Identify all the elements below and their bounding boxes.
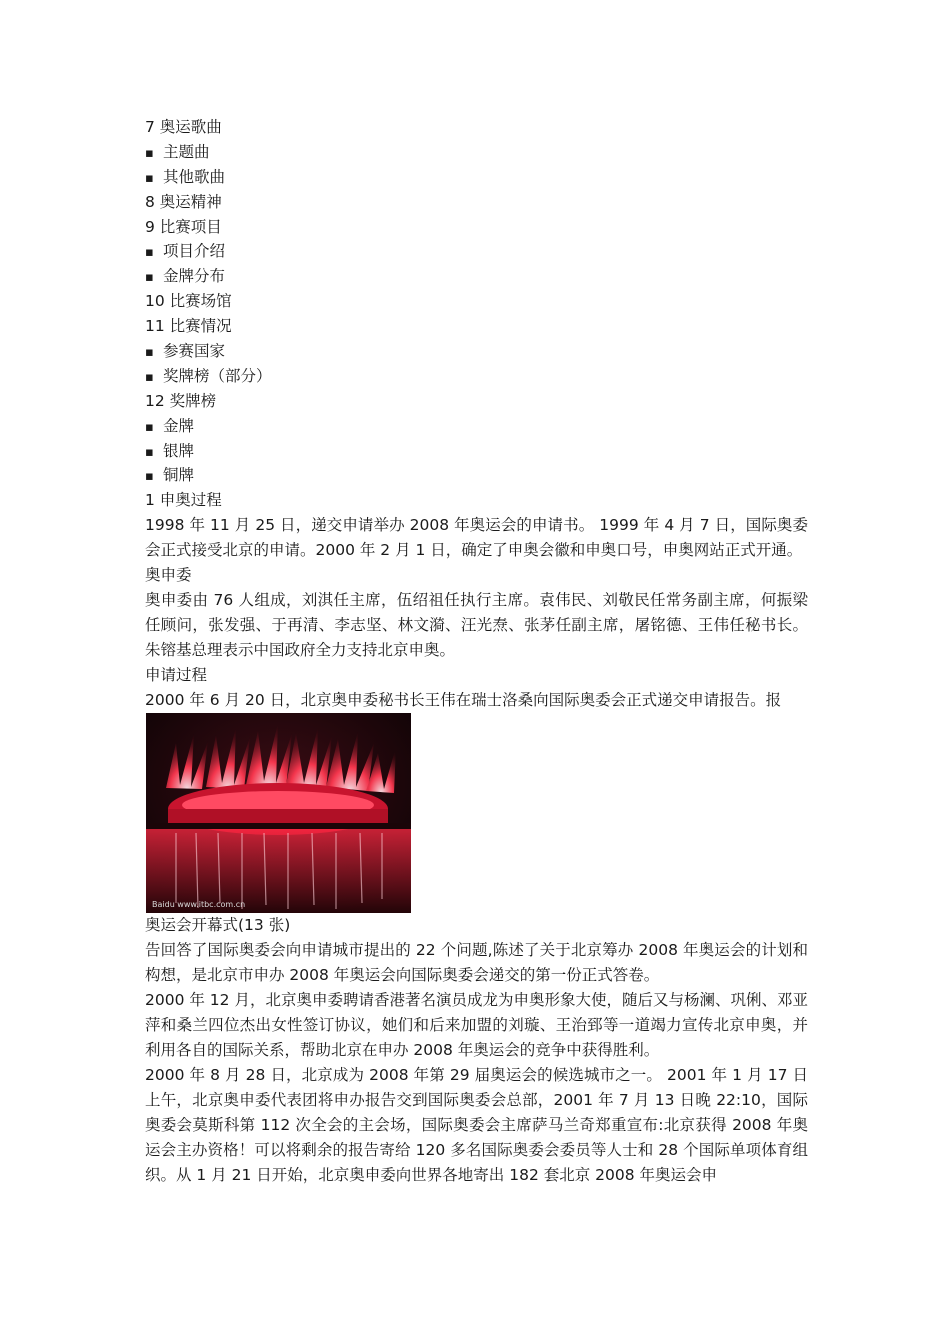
bullet-icon: ▪ bbox=[145, 369, 154, 385]
toc-bullet-item bbox=[145, 140, 808, 165]
bullet-icon: ▪ bbox=[145, 170, 154, 186]
toc-heading: 11 比赛情况 bbox=[145, 317, 232, 336]
toc-bullet-item bbox=[145, 463, 808, 488]
toc-bullet-label: 奖牌榜（部分） bbox=[163, 366, 272, 385]
document-page bbox=[145, 115, 808, 1187]
toc-bullet-item bbox=[145, 264, 808, 289]
paragraph: 1998 年 11 月 25 日，递交申请举办 2008 年奥运会的申请书。 1999 年 4 月 7 日，国际奥委会正式接受北京的申请。2000 年 2 月 1 日，确定了申奥会徽和申奥口号，申奥网站正式开通。 bbox=[145, 516, 808, 560]
opening-ceremony-photo[interactable] bbox=[146, 713, 411, 913]
paragraph: 奥申委由 76 人组成，刘淇任主席，伍绍祖任执行主席。袁伟民、刘敬民任常务副主席，何振梁任顾问，张发强、于再清、李志坚、林文漪、汪光焘、张茅任副主席，屠铭德、王伟任秘书长。朱镕基总理表示中国政府全力支持北京申奥。 bbox=[145, 590, 808, 659]
toc-bullet-label: 银牌 bbox=[163, 441, 195, 460]
toc-heading: 10 比赛场馆 bbox=[145, 292, 232, 311]
photo-caption[interactable]: 奥运会开幕式(13 张) bbox=[145, 916, 291, 935]
toc-bullet-label: 铜牌 bbox=[163, 466, 195, 485]
subheading: 奥申委 bbox=[145, 566, 192, 585]
toc-bullet-item bbox=[145, 165, 808, 190]
section-bid-process bbox=[145, 488, 808, 1187]
bullet-icon: ▪ bbox=[145, 145, 154, 161]
toc-bullet-item bbox=[145, 414, 808, 439]
toc-bullet-item bbox=[145, 339, 808, 364]
bullet-icon: ▪ bbox=[145, 444, 154, 460]
toc-bullet-item bbox=[145, 439, 808, 464]
toc-bullet-item bbox=[145, 364, 808, 389]
toc-bullet-label: 其他歌曲 bbox=[163, 167, 226, 186]
toc-heading: 9 比赛项目 bbox=[145, 217, 222, 236]
toc-heading: 8 奥运精神 bbox=[145, 192, 222, 211]
toc-bullet-label: 项目介绍 bbox=[163, 242, 226, 261]
bullet-icon: ▪ bbox=[145, 270, 154, 286]
paragraph: 2000 年 6 月 20 日，北京奥申委秘书长王伟在瑞士洛桑向国际奥委会正式递交申请报告。报 bbox=[145, 690, 782, 709]
toc-bullet-item bbox=[145, 239, 808, 264]
bullet-icon: ▪ bbox=[145, 419, 154, 435]
paragraph: 2000 年 8 月 28 日，北京成为 2008 年第 29 届奥运会的候选城市之一。 2001 年 1 月 17 日上午，北京奥申委代表团将申办报告交到国际奥委会总部，2001 年 7 月 13 日晚 22:10，国际奥委会莫斯科第 112 次全会的主会场，国际奥委会主席萨马兰奇郑重宣布:北京获得 2008 年奥运会主办资格！可以将剩余的报告寄给 120 多名国际奥委会委员等人士和 28 个国际单项体育组织。从 1 月 21 日开始，北京奥申委向世界各地寄出 182 套北京 2008 年奥运会申 bbox=[145, 1065, 808, 1184]
toc-bullet-label: 主题曲 bbox=[163, 142, 210, 161]
paragraph: 2000 年 12 月，北京奥申委聘请香港著名演员成龙为申奥形象大使，随后又与杨澜、巩俐、邓亚萍和桑兰四位杰出女性签订协议，她们和后来加盟的刘璇、王治郅等一道竭力宣传北京申奥，并利用各自的国际关系，帮助北京在申办 2008 年奥运会的竞争中获得胜利。 bbox=[145, 991, 808, 1059]
toc-bullet-label: 参赛国家 bbox=[163, 342, 226, 361]
subheading: 申请过程 bbox=[145, 665, 208, 684]
toc-heading: 12 奖牌榜 bbox=[145, 391, 217, 410]
toc-heading: 7 奥运歌曲 bbox=[145, 118, 222, 136]
table-of-contents bbox=[145, 115, 808, 488]
toc-bullet-label: 金牌分布 bbox=[163, 267, 226, 286]
section-heading: 1 申奥过程 bbox=[145, 491, 222, 510]
fireworks-stadium-image bbox=[146, 713, 411, 913]
bullet-icon: ▪ bbox=[145, 245, 154, 261]
bullet-icon: ▪ bbox=[145, 345, 154, 361]
bullet-icon: ▪ bbox=[145, 469, 154, 485]
toc-bullet-label: 金牌 bbox=[163, 416, 195, 435]
watermark-text: Baidu www.itbc.com.cn bbox=[152, 900, 246, 910]
paragraph: 告回答了国际奥委会向申请城市提出的 22 个问题,陈述了关于北京筹办 2008 年奥运会的计划和构想，是北京市申办 2008 年奥运会向国际奥委会递交的第一份正式答卷。 bbox=[145, 941, 808, 985]
